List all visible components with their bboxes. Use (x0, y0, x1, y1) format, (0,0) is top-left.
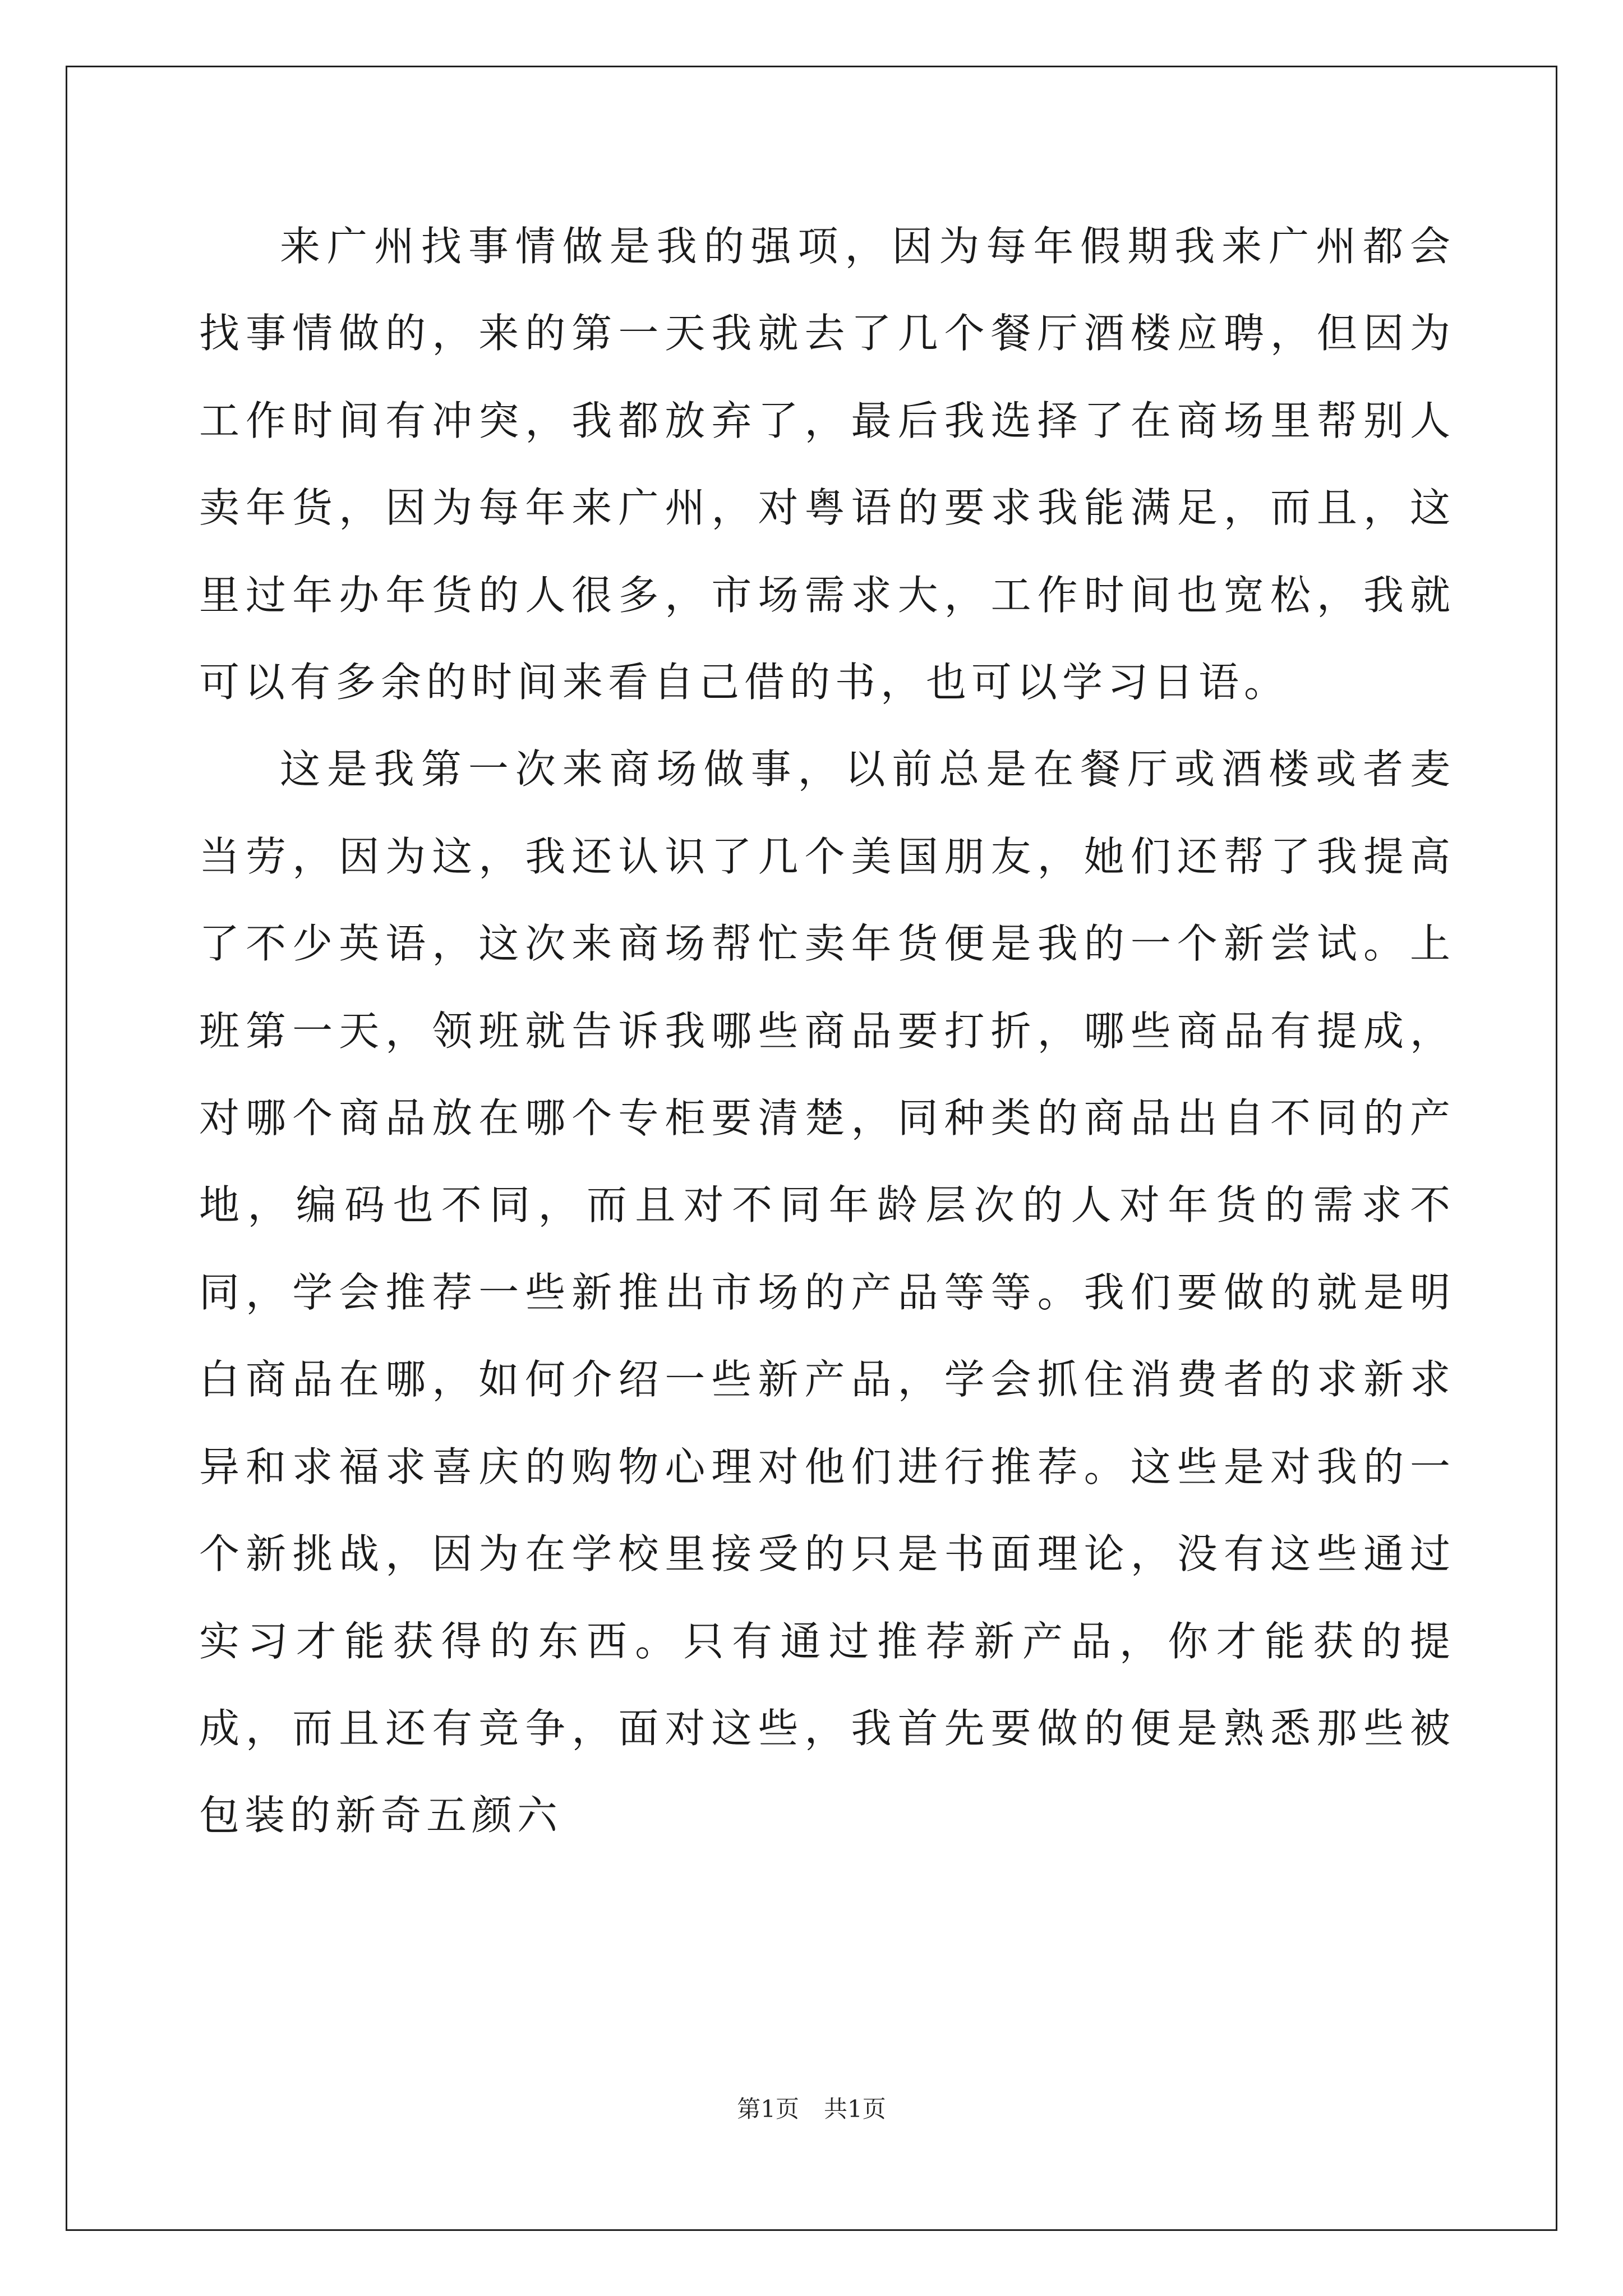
paragraph-2: 这是我第一次来商场做事，以前总是在餐厅或酒楼或者麦当劳，因为这，我还认识了几个美国朋友，她们还帮了我提高了不少英语，这次来商场帮忙卖年货便是我的一个新尝试。上班第一天，领班就告诉我哪些商品要打折，哪些商品有提成，对哪个商品放在哪个专柜要清楚，同种类的商品出自不同的产地，编码也不同，而且对不同年龄层次的人对年货的需求不同，学会推荐一些新推出市场的产品等等。我们要做的就是明白商品在哪，如何介绍一些新产品，学会抓住消费者的求新求异和求福求喜庆的购物心理对他们进行推荐。这些是对我的一个新挑战，因为在学校里接受的只是书面理论，没有这些通过实习才能获得的东西。只有通过推荐新产品，你才能获的提成，而且还有竞争，面对这些，我首先要做的便是熟悉那些被包装的新奇五颜六 (199, 746, 1455, 1839)
document-body (199, 203, 1455, 1860)
page-number-total: 共1页 (824, 2095, 886, 2123)
page-footer (0, 2092, 1623, 2126)
page-number-current: 第1页 (737, 2095, 799, 2123)
paragraph-1: 来广州找事情做是我的强项，因为每年假期我来广州都会找事情做的，来的第一天我就去了几个餐厅酒楼应聘，但因为工作时间有冲突，我都放弃了，最后我选择了在商场里帮别人卖年货，因为每年来广州，对粤语的要求我能满足，而且，这里过年办年货的人很多，市场需求大，工作时间也宽松，我就可以有多余的时间来看自己借的书，也可以学习日语。 (199, 223, 1455, 706)
